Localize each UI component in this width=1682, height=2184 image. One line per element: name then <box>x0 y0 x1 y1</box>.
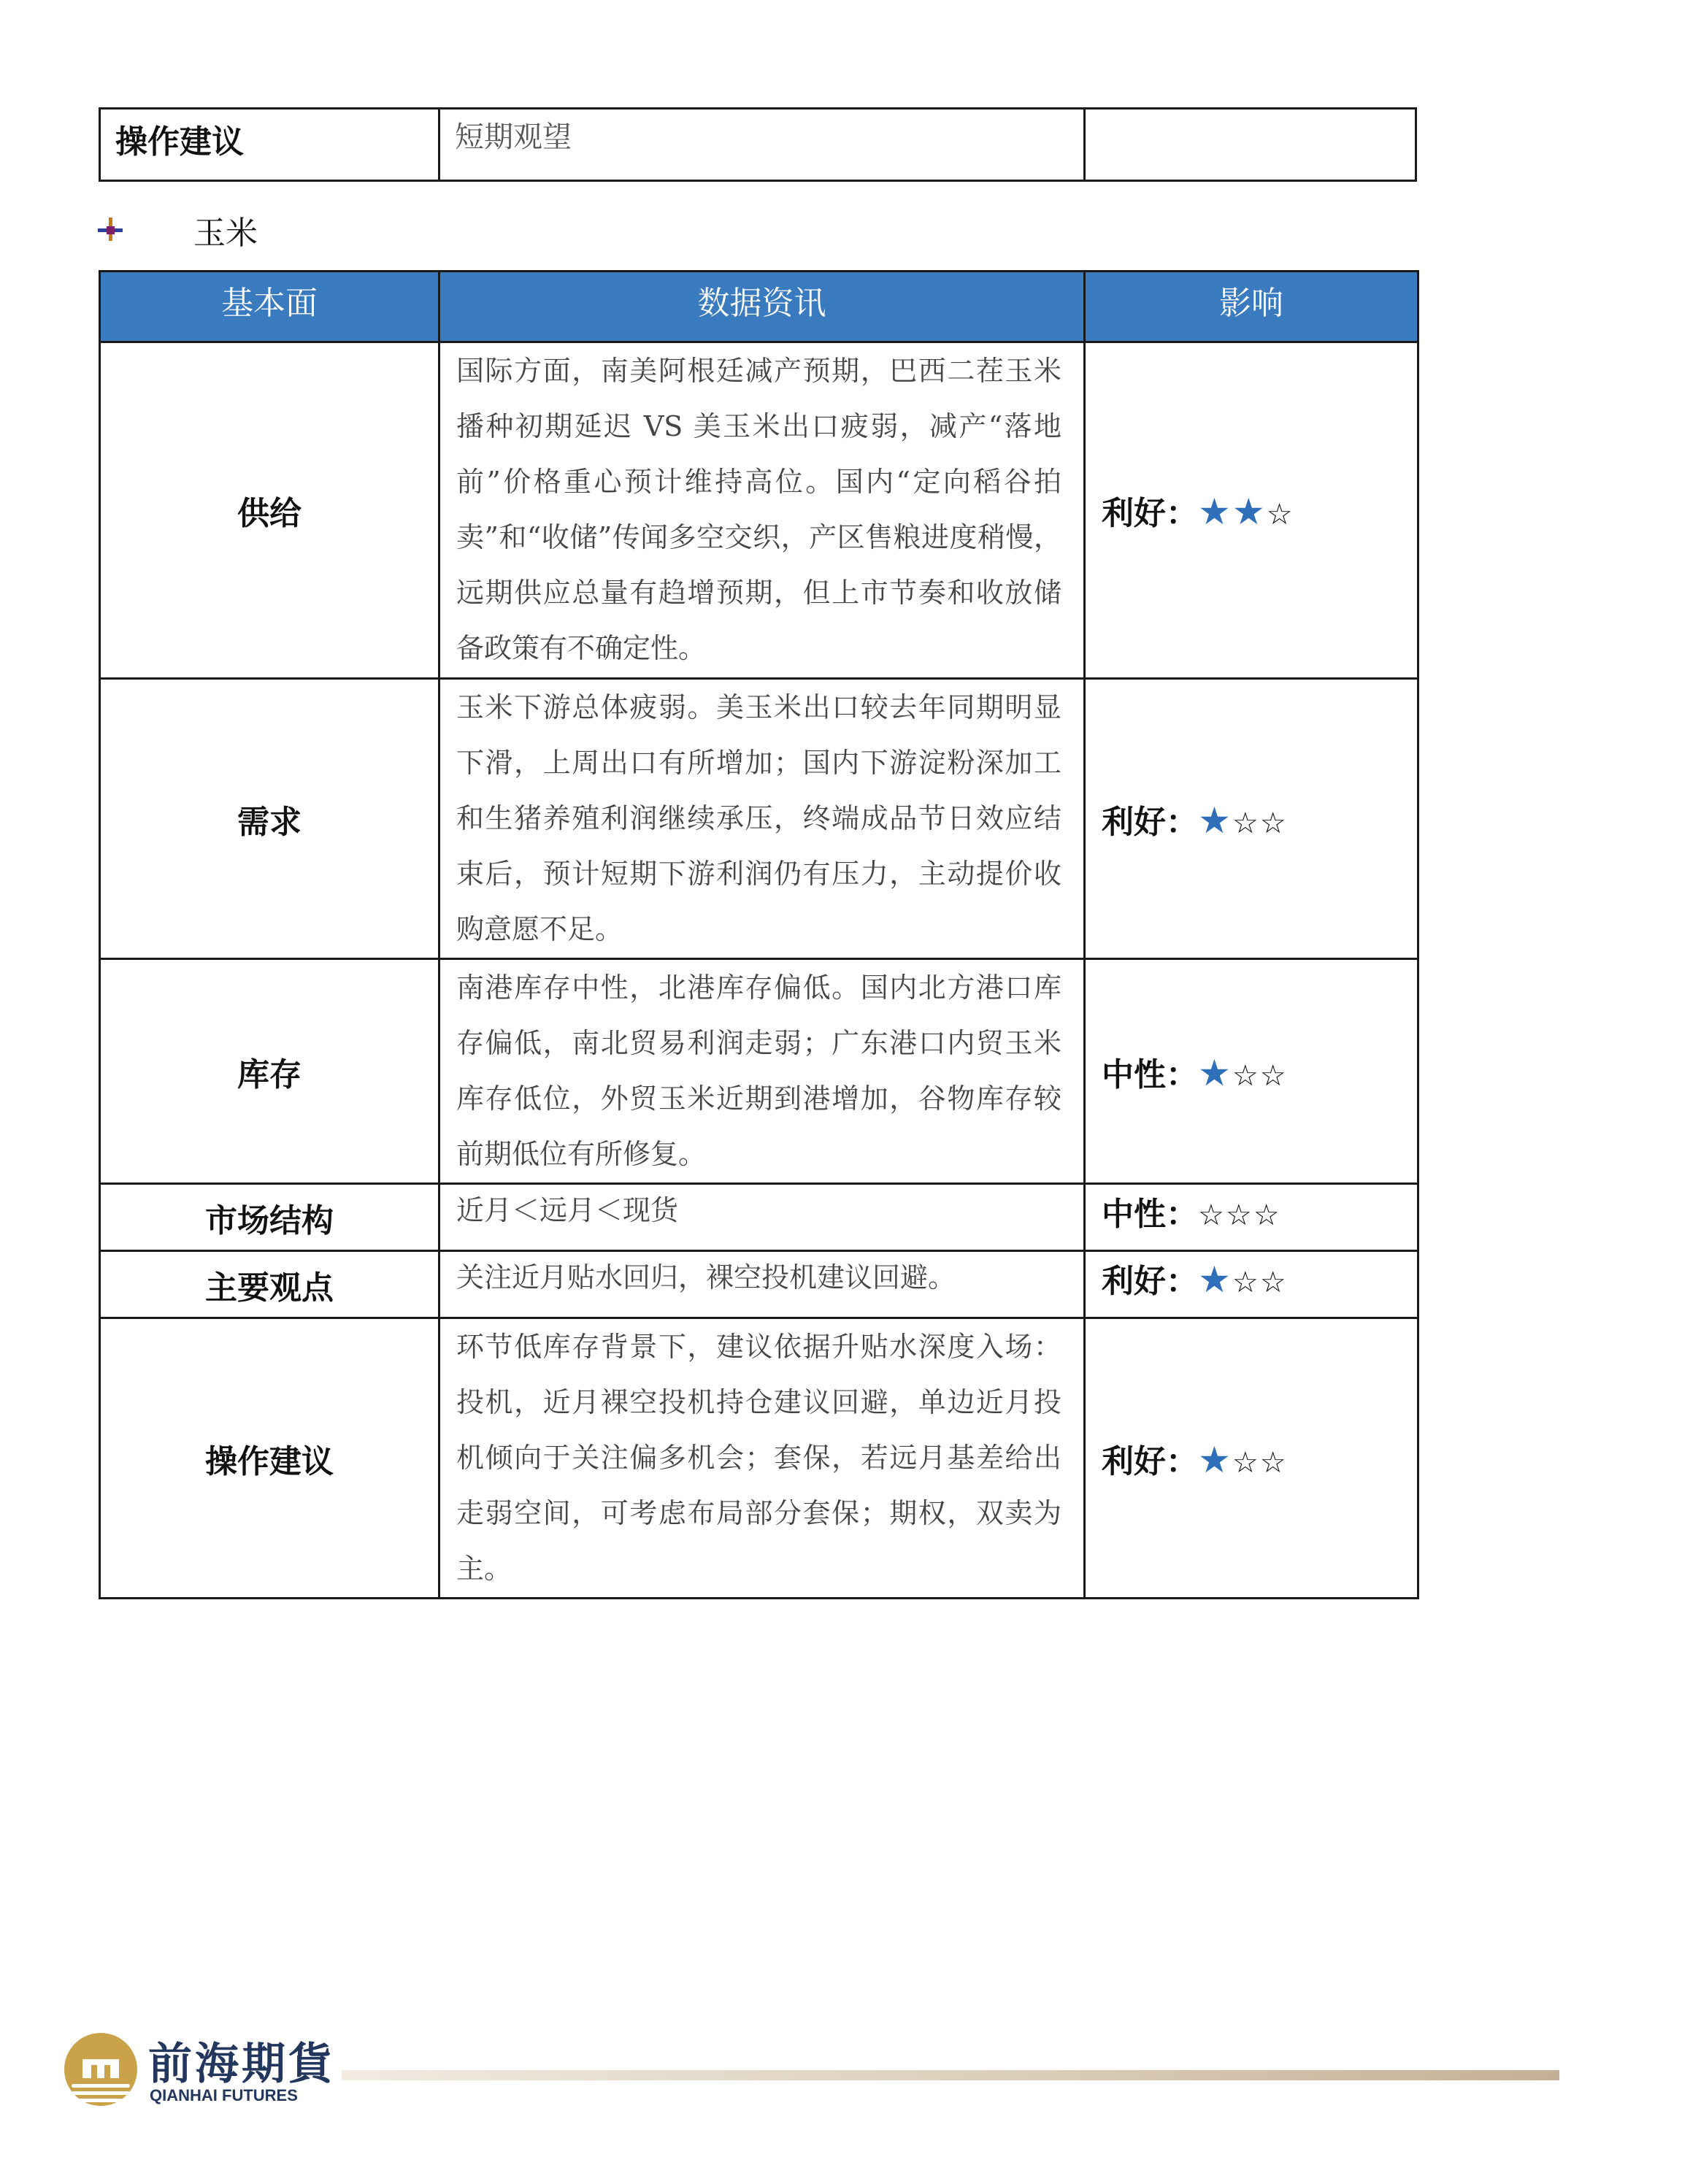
row-impact <box>1085 342 1418 679</box>
company-logo <box>64 2029 342 2110</box>
impact-label: 中性： <box>1102 1056 1198 1093</box>
row-category: 主要观点 <box>100 1251 439 1318</box>
filled-star-icon: ★ <box>1198 799 1232 842</box>
header-impact: 影响 <box>1085 272 1418 342</box>
row-impact <box>1085 1251 1418 1318</box>
row-info: 国际方面，南美阿根廷减产预期，巴西二茬玉米播种初期延迟 VS 美玉米出口疲弱，减产“落地前”价格重心预计维持高位。国内“定向稻谷拍卖”和“收储”传闻多空交织，产区售粮进度稍慢，远期供应总量有趋增预期，但上市节奏和收放储备政策有不确定性。 <box>439 342 1085 679</box>
table-row <box>100 1318 1418 1599</box>
table-row <box>100 1251 1418 1318</box>
header-fundamentals: 基本面 <box>100 272 439 342</box>
table-header-row <box>100 272 1418 342</box>
bullet-cross-icon <box>96 216 124 244</box>
logo-emblem-icon <box>64 2033 137 2106</box>
row-info: 近月＜远月＜现货 <box>439 1184 1085 1251</box>
empty-star-icon: ☆☆☆ <box>1198 1199 1281 1232</box>
empty-star-icon: ☆☆ <box>1232 1445 1288 1480</box>
impact-label: 利好： <box>1102 803 1198 841</box>
rating-stars <box>1198 799 1288 842</box>
rating-stars <box>1198 1051 1288 1094</box>
row-category: 需求 <box>100 679 439 959</box>
table-row <box>100 959 1418 1184</box>
corn-table <box>99 270 1419 1599</box>
impact-label: 利好： <box>1102 1442 1198 1480</box>
row-info: 环节低库存背景下，建议依据升贴水深度入场：投机，近月裸空投机持仓建议回避，单边近月投机倾向于关注偏多机会；套保，若远月基差给出走弱空间，可考虑布局部分套保；期权，双卖为主。 <box>439 1318 1085 1599</box>
table-row <box>100 679 1418 959</box>
top-row-label: 操作建议 <box>100 109 439 181</box>
filled-star-icon: ★ <box>1198 1051 1232 1094</box>
row-category: 市场结构 <box>100 1184 439 1251</box>
footer-divider <box>342 2070 1559 2080</box>
impact-label: 中性： <box>1102 1196 1198 1233</box>
row-info: 关注近月贴水回归，裸空投机建议回避。 <box>439 1251 1085 1318</box>
rating-stars <box>1198 1196 1281 1233</box>
table-row <box>100 342 1418 679</box>
row-impact <box>1085 1184 1418 1251</box>
logo-english-name: QIANHAI FUTURES <box>150 2086 298 2104</box>
section-heading <box>96 208 258 252</box>
rating-stars <box>1198 1438 1288 1481</box>
top-table <box>99 107 1417 182</box>
impact-label: 利好： <box>1102 495 1198 532</box>
row-impact <box>1085 959 1418 1184</box>
filled-star-icon: ★ <box>1198 1438 1232 1481</box>
empty-star-icon: ☆☆ <box>1232 1058 1288 1093</box>
row-category: 操作建议 <box>100 1318 439 1599</box>
section-title: 玉米 <box>193 215 258 252</box>
table-row <box>100 109 1416 181</box>
top-row-value: 短期观望 <box>439 109 1085 181</box>
impact-label: 利好： <box>1102 1263 1198 1300</box>
row-category: 供给 <box>100 342 439 679</box>
empty-star-icon: ☆☆ <box>1232 806 1288 840</box>
filled-star-icon: ★★ <box>1198 491 1267 533</box>
empty-star-icon: ☆☆ <box>1232 1266 1288 1299</box>
filled-star-icon: ★ <box>1198 1258 1232 1301</box>
row-impact <box>1085 679 1418 959</box>
logo-chinese-name: 前海期貨 <box>148 2039 335 2090</box>
header-data-info: 数据资讯 <box>439 272 1085 342</box>
rating-stars <box>1198 491 1294 533</box>
row-info: 玉米下游总体疲弱。美玉米出口较去年同期明显下滑，上周出口有所增加；国内下游淀粉深加工和生猪养殖利润继续承压，终端成品节日效应结束后，预计短期下游利润仍有压力，主动提价收购意愿不足。 <box>439 679 1085 959</box>
row-category: 库存 <box>100 959 439 1184</box>
rating-stars <box>1198 1258 1288 1301</box>
top-row-impact <box>1085 109 1416 181</box>
empty-star-icon: ☆ <box>1266 498 1294 531</box>
row-info: 南港库存中性，北港库存偏低。国内北方港口库存偏低，南北贸易利润走弱；广东港口内贸玉米库存低位，外贸玉米近期到港增加，谷物库存较前期低位有所修复。 <box>439 959 1085 1184</box>
table-row <box>100 1184 1418 1251</box>
row-impact <box>1085 1318 1418 1599</box>
